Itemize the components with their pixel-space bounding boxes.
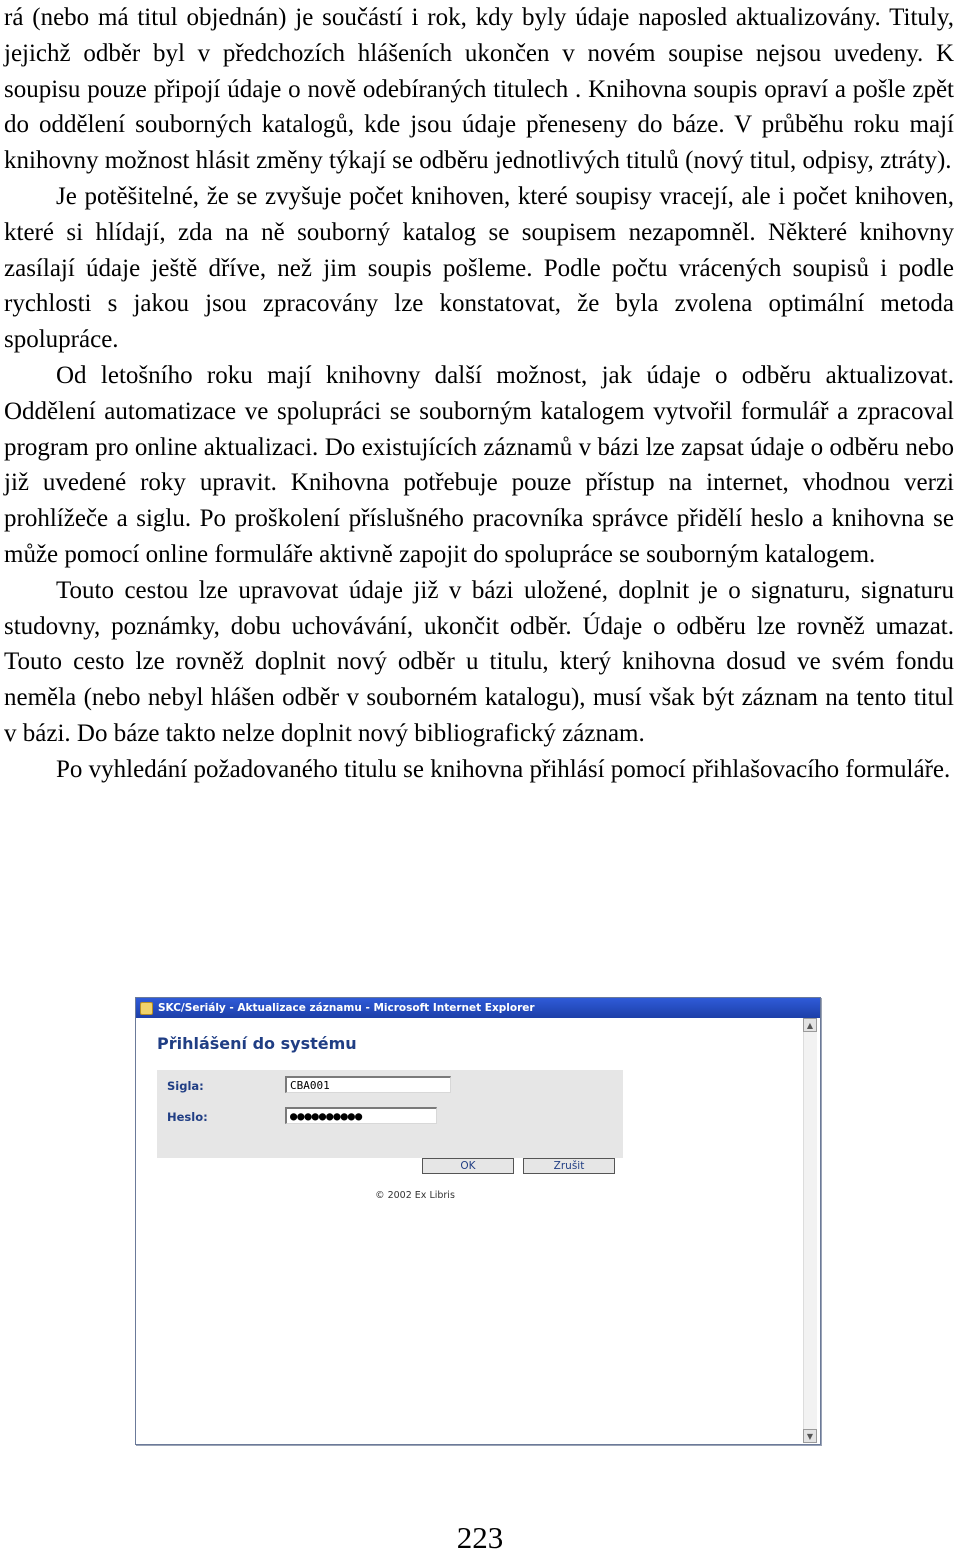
browser-window-screenshot bbox=[135, 997, 821, 1445]
window-title: SKC/Seriály - Aktualizace záznamu - Microsoft Internet Explorer bbox=[158, 1002, 535, 1014]
page-content bbox=[137, 1018, 819, 1443]
scroll-up-icon[interactable]: ▲ bbox=[803, 1018, 817, 1032]
copyright-notice: © 2002 Ex Libris bbox=[375, 1190, 455, 1201]
paragraph-1: rá (nebo má titul objednán) je součástí i rok, kdy byly údaje naposled aktualizovány. Tituly, jejichž odběr byl v předchozích hlášeních ukončen v novém soupise nejsou uvedeny. K soupisu pouze připojí údaje o nově odebíraných titulech . Knihovna soupis opraví a pošle zpět do oddělení souborných katalogů, kde jsou údaje přeneseny do báze. V průběhu roku mají knihovny možnost hlásit změny týkají se odběru jednotlivých titulů (nový titul, odpisy, ztráty). bbox=[4, 4, 954, 175]
ok-button[interactable]: OK bbox=[422, 1158, 514, 1174]
login-heading: Přihlášení do systému bbox=[157, 1034, 357, 1053]
body-text bbox=[4, 0, 954, 788]
heslo-label: Heslo: bbox=[167, 1110, 208, 1124]
paragraph-3: Od letošního roku mají knihovny další možnost, jak údaje o odběru aktualizovat. Oddělení automatizace ve spolupráci se souborným katalogem vytvořil formulář a zpracoval program pro online aktualizaci. Do existujících záznamů v bázi lze zapsat údaje o odběru nebo již uvedené roky upravit. Knihovna potřebuje pouze přístup na internet, vhodnou verzi prohlížeče a siglu. Po proškolení příslušného pracovníka správce přidělí heslo a knihovna se může pomocí online formuláře aktivně zapojit do spolupráce se souborným katalogem. bbox=[4, 361, 954, 568]
heslo-input[interactable]: ●●●●●●●●●● bbox=[285, 1107, 437, 1124]
sigla-input[interactable] bbox=[285, 1076, 451, 1093]
paragraph-4: Touto cestou lze upravovat údaje již v bázi uložené, doplnit je o signaturu, signaturu studovny, poznámky, dobu uchovávání, ukončit odběr. Údaje o odběru lze rovněž umazat. Touto cesto lze rovněž doplnit nový odběr u titulu, který knihovna dosud ve svém fondu neměla (nebo nebyl hlášen odběr v souborném katalogu), musí však být záznam na tento titul v bázi. Do báze takto nelze doplnit nový bibliografický záznam. bbox=[4, 576, 954, 747]
app-icon bbox=[140, 1002, 153, 1015]
paragraph-2: Je potěšitelné, že se zvyšuje počet knihoven, které soupisy vracejí, ale i počet knihoven, které si hlídají, zda na ně souborný katalog se soupisem nezapomněl. Některé knihovny zasílají údaje ještě dříve, než jim soupis pošleme. Podle počtu vrácených soupisů i podle rychlosti s jakou jsou zpracovány lze konstatovat, že byla zvolena optimální metoda spolupráce. bbox=[4, 182, 954, 354]
window-titlebar bbox=[136, 998, 820, 1018]
page-number: 223 bbox=[456, 1520, 504, 1555]
paragraph-5: Po vyhledání požadovaného titulu se knihovna přihlásí pomocí přihlašovacího formuláře. bbox=[56, 755, 951, 783]
sigla-label: Sigla: bbox=[167, 1079, 204, 1093]
vertical-scrollbar[interactable] bbox=[803, 1018, 817, 1443]
cancel-button[interactable]: Zrušit bbox=[523, 1158, 615, 1174]
login-form bbox=[157, 1070, 623, 1172]
scroll-down-icon[interactable]: ▼ bbox=[803, 1429, 817, 1443]
